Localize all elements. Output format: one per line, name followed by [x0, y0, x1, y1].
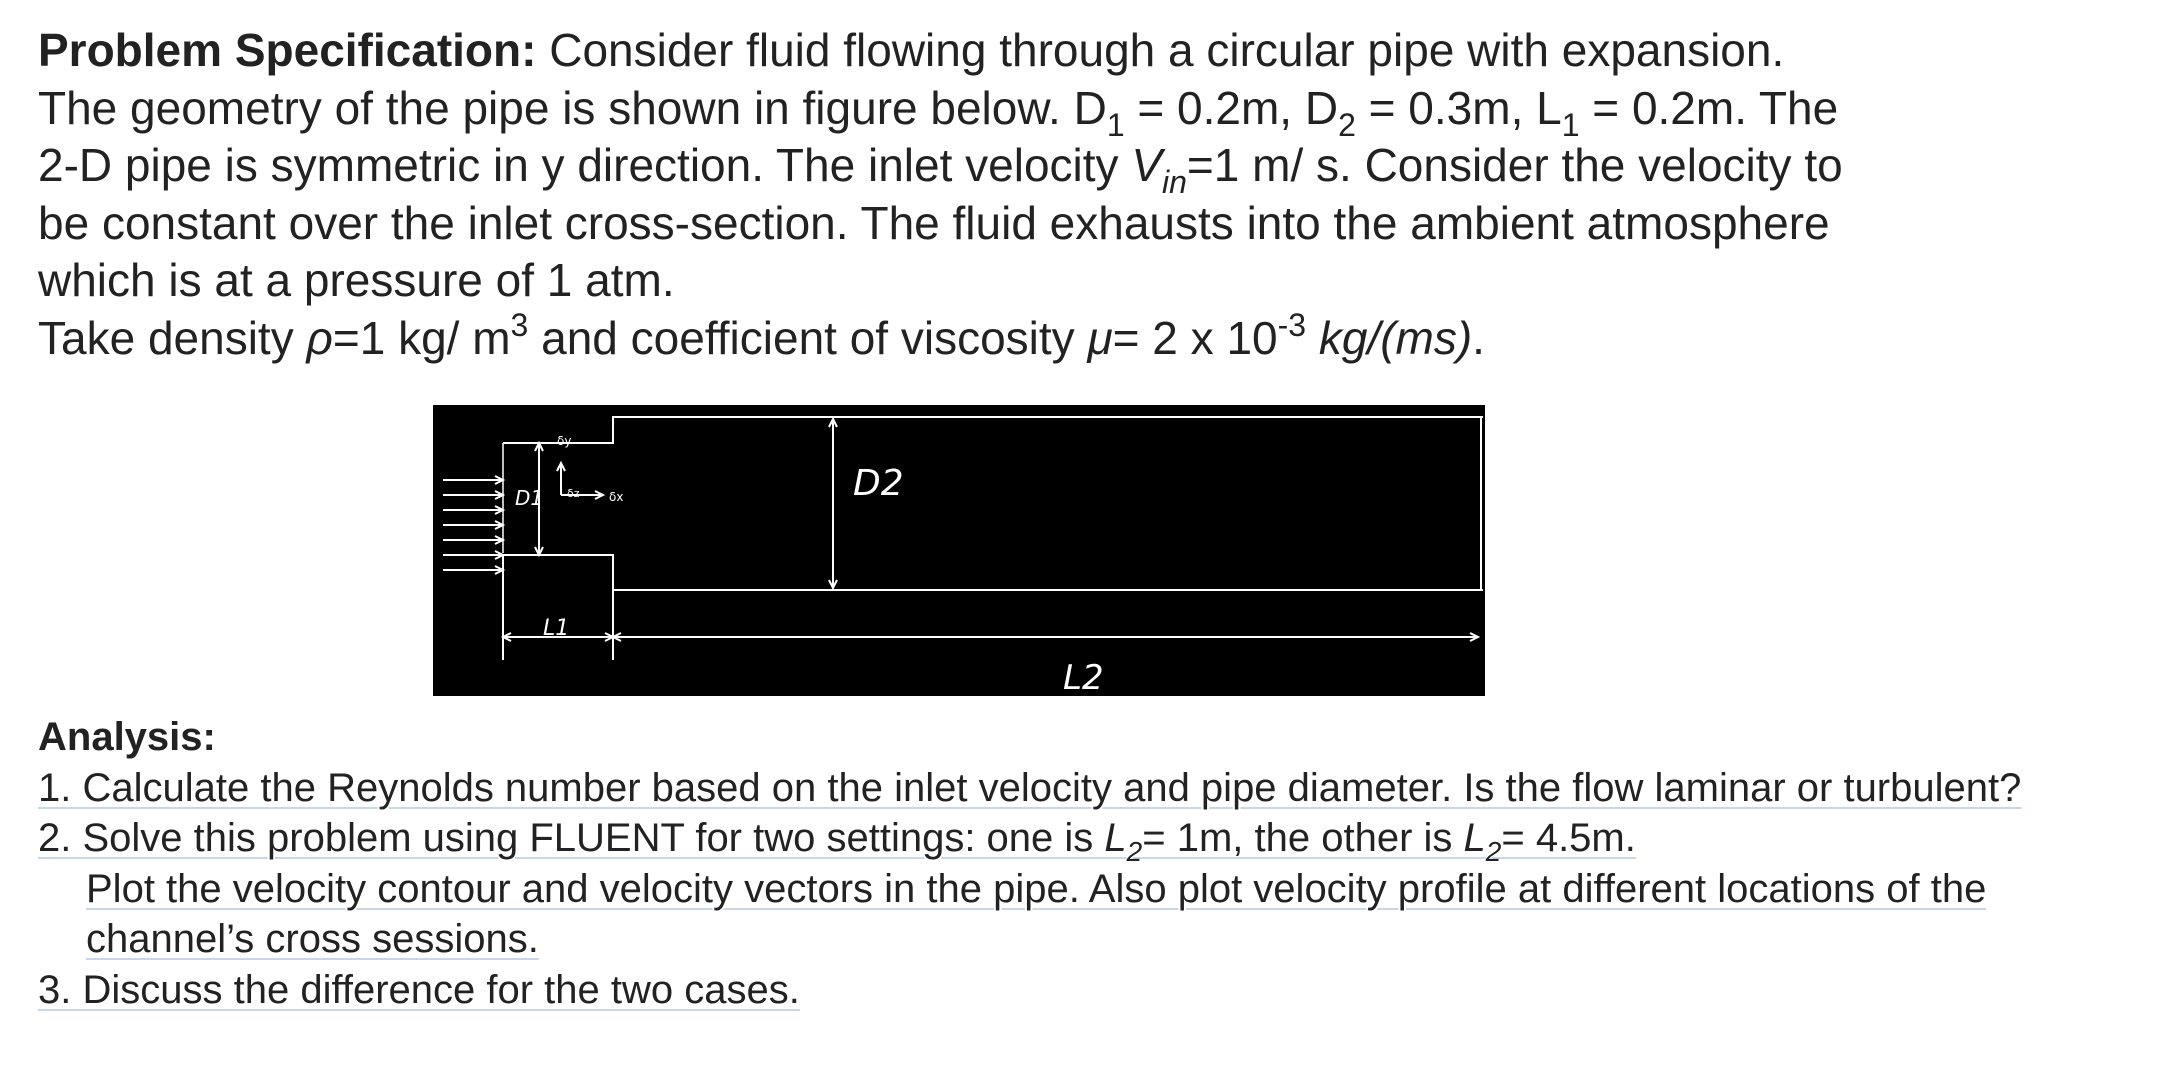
lower-wall — [503, 555, 1483, 590]
spec-line-1 — [38, 22, 2128, 80]
viscosity-symbol: μ — [1087, 311, 1113, 364]
spec-text: . — [1472, 311, 1485, 364]
analysis-item-3: 3. Discuss the difference for the two cases. — [38, 967, 800, 1012]
analysis-item-2-continued: Plot the velocity contour and velocity vectors in the pipe. Also plot velocity profile at different locations of the — [86, 866, 1987, 911]
analysis-item-2 — [38, 813, 2148, 867]
velocity-symbol: V — [1131, 139, 1162, 191]
spec-text: 2-D pipe is symmetric in y direction. The inlet velocity — [38, 139, 1132, 191]
upper-wall — [503, 417, 1483, 443]
spec-heading: Problem Specification: — [38, 24, 537, 76]
spec-text: and coefficient of viscosity — [528, 311, 1088, 364]
analysis-section — [38, 712, 2148, 1015]
spec-text: = 0.3m, L — [1355, 81, 1562, 134]
superscript: 3 — [510, 306, 529, 343]
spec-text: =1 kg/ m — [332, 311, 511, 364]
label-l1: L1 — [543, 616, 570, 641]
pipe-diagram — [433, 405, 1485, 696]
analysis-heading: Analysis: — [38, 715, 216, 759]
pipe-geometry-figure — [433, 405, 1485, 696]
item-text: = 4.5m. — [1501, 816, 1636, 860]
subscript: 1 — [1561, 106, 1580, 143]
inlet-arrows — [443, 476, 503, 574]
spec-line-4: be constant over the inlet cross-section. The fluid exhausts into the ambient atmosphere — [38, 196, 1830, 249]
item-text: 2. Solve this problem using FLUENT for two settings: one is — [38, 816, 1105, 860]
viscosity-units: kg/(ms) — [1306, 311, 1473, 364]
spec-text: = 2 x 10 — [1112, 311, 1278, 364]
spec-text: The geometry of the pipe is shown in figure below. D — [38, 81, 1107, 134]
label-dy: δy — [557, 434, 572, 448]
spec-line-2 — [38, 80, 2128, 143]
subscript: 1 — [1106, 106, 1125, 143]
label-l2: L2 — [1063, 658, 1104, 696]
spec-line-3 — [38, 137, 2128, 200]
subscript: 2 — [1338, 106, 1356, 143]
label-dx: δx — [609, 490, 624, 504]
spec-line-6 — [38, 306, 2128, 368]
analysis-item-1: 1. Calculate the Reynolds number based on the inlet velocity and pipe diameter. Is the flow laminar or turbulent? — [38, 765, 2022, 810]
length-symbol: L — [1463, 816, 1486, 860]
subscript: 2 — [1126, 836, 1143, 867]
spec-text: Take density — [38, 311, 307, 364]
label-d2: D2 — [853, 463, 904, 504]
superscript: -3 — [1277, 306, 1307, 343]
label-d1: D1 — [515, 486, 544, 510]
density-symbol: ρ — [306, 311, 333, 364]
subscript: in — [1162, 164, 1187, 200]
spec-text: Consider fluid flowing through a circular pipe with expansion. — [536, 24, 1785, 76]
label-dz: δz — [567, 487, 580, 500]
item-text: = 1m, the other is — [1142, 816, 1464, 860]
length-symbol: L — [1104, 816, 1127, 860]
spec-text: = 0.2m, D — [1124, 81, 1339, 134]
spec-text: = 0.2m. The — [1579, 81, 1839, 134]
subscript: 2 — [1485, 836, 1502, 867]
spec-text: =1 m/ s. Consider the velocity to — [1186, 139, 1843, 191]
spec-line-5: which is at a pressure of 1 atm. — [38, 254, 675, 306]
problem-specification — [38, 22, 2128, 367]
analysis-item-2-continued: channel’s cross sessions. — [86, 917, 539, 961]
